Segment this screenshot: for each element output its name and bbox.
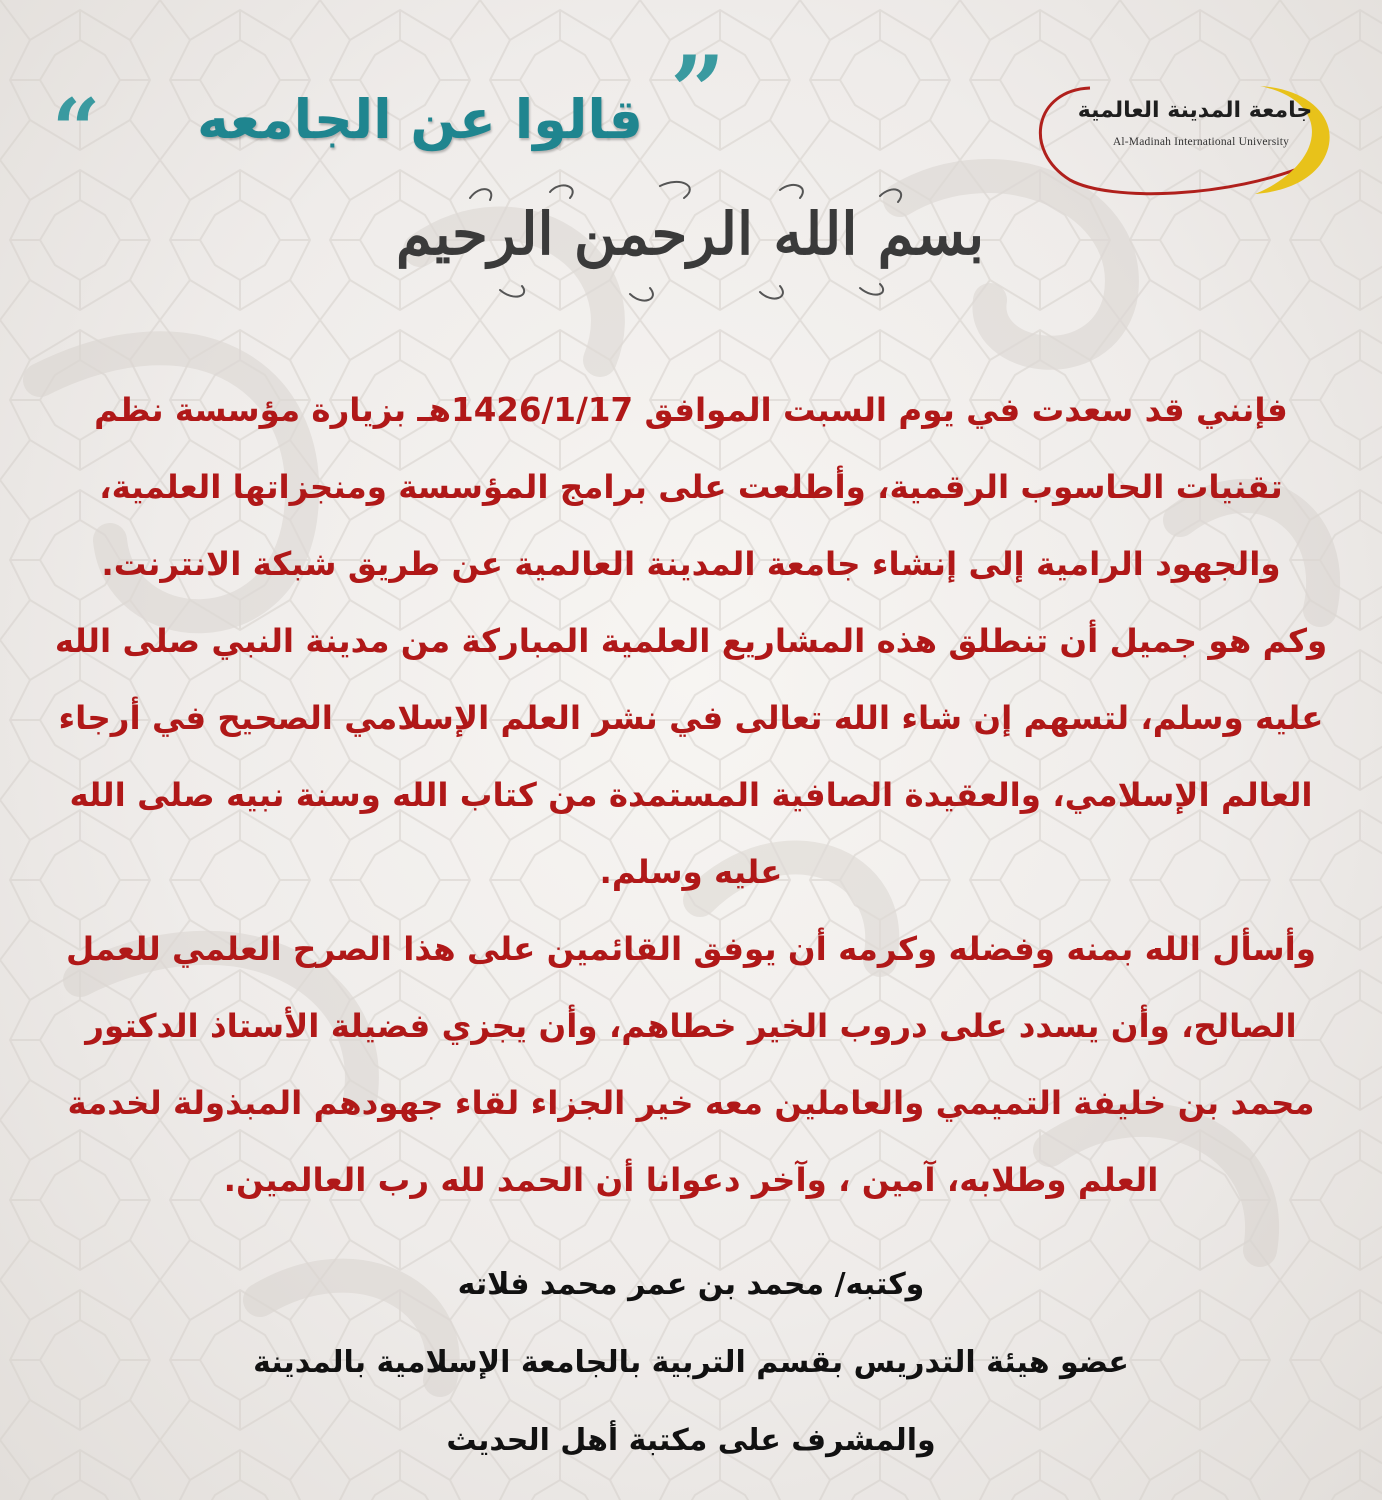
open-quote-mark: ” <box>670 35 726 148</box>
message-paragraph: وأسأل الله بمنه وفضله وكرمه أن يوفق القائمين على هذا الصرح العلمي للعمل الصالح، وأن يسدد على دروب الخير خطاهم، وأن يجزي فضيلة الأستاذ الدكتور محمد بن خليفة التميمي والعاملين معه خير الجزاء لقاء جهودهم المبذولة لخدمة العلم وطلابه، آمين ، وآخر دعوانا أن الحمد لله رب العالمين. <box>66 930 1316 1199</box>
signature-position: عضو هيئة التدريس بقسم التربية بالجامعة الإسلامية بالمدينة <box>253 1345 1129 1380</box>
signature-author: وكتبه/ محمد بن عمر محمد فلاته <box>457 1267 925 1302</box>
logo-arabic-name: جامعة المدينة العالمية <box>1077 98 1313 123</box>
page-title <box>40 35 760 179</box>
signature-supervisor: والمشرف على مكتبة أهل الحديث <box>446 1423 936 1458</box>
logo-english-name: Al-Madinah International University <box>1112 136 1290 148</box>
university-logo <box>1030 80 1340 200</box>
signature-block <box>40 1246 1342 1480</box>
message-paragraph: فإنني قد سعدت في يوم السبت الموافق 1426/1/17هـ بزيارة مؤسسة نظم تقنيات الحاسوب الرقمية، وأطلعت على برامج المؤسسة ومنجزاتها العلمية، والجهود الرامية إلى إنشاء جامعة المدينة العالمية عن طريق شبكة الانترنت. <box>94 391 1288 583</box>
title-text: قالوا عن الجامعه <box>196 88 643 151</box>
basmala-text: بسم الله الرحمن الرحيم <box>395 200 985 268</box>
basmala-calligraphy <box>380 178 1000 308</box>
close-quote-mark: “ <box>52 80 101 179</box>
message-body <box>40 372 1342 1219</box>
message-paragraph: وكم هو جميل أن تنطلق هذه المشاريع العلمية المباركة من مدينة النبي صلى الله عليه وسلم، لتسهم إن شاء الله تعالى في نشر العلم الإسلامي الصحيح في أرجاء العالم الإسلامي، والعقيدة الصافية المستمدة من كتاب الله وسنة نبيه صلى الله عليه وسلم. <box>54 622 1328 891</box>
